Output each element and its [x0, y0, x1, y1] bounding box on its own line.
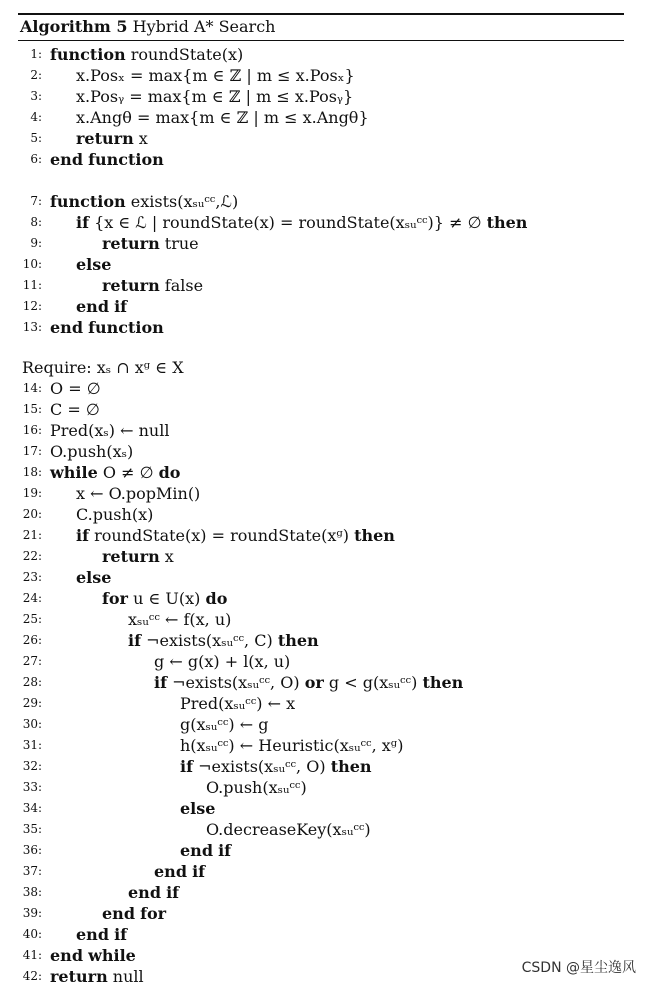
line-code: end if — [76, 925, 128, 944]
line-code: if {x ∈ ℒ | roundState(x) = roundState(xₛᵤᶜᶜ)} ≠ ∅ then — [76, 213, 528, 232]
line-code: Pred(xₛᵤᶜᶜ) ← x — [180, 694, 296, 713]
line-code: h(xₛᵤᶜᶜ) ← Heuristic(xₛᵤᶜᶜ, xᵍ) — [180, 736, 404, 755]
line-number: 4: — [30, 110, 42, 124]
line-number: 32: — [22, 759, 42, 773]
line-number: 12: — [22, 299, 42, 313]
line-number: 33: — [22, 780, 42, 794]
line-number: 19: — [22, 486, 42, 500]
line-number: 34: — [22, 801, 42, 815]
line-code: C.push(x) — [76, 505, 154, 524]
line-number: 5: — [30, 131, 42, 145]
line-number: 36: — [22, 843, 42, 857]
line-code: else — [76, 568, 112, 587]
line-number: 29: — [22, 696, 42, 710]
line-number: 26: — [22, 633, 42, 647]
line-number: 42: — [22, 969, 42, 983]
line-code: x.Angθ = max{m ∈ ℤ | m ≤ x.Angθ} — [76, 108, 369, 127]
line-code: end if — [154, 862, 206, 881]
line-number: 14: — [22, 381, 42, 395]
line-code: while O ≠ ∅ do — [50, 463, 181, 482]
line-number: 22: — [22, 549, 42, 563]
line-number: 10: — [22, 257, 42, 271]
line-number: 27: — [22, 654, 42, 668]
line-code: end function — [50, 150, 164, 169]
line-number: 1: — [30, 47, 42, 61]
line-code: end if — [180, 841, 232, 860]
line-code: end function — [50, 318, 164, 337]
algorithm-label: Algorithm 5 — [20, 17, 128, 36]
line-code: end if — [128, 883, 180, 902]
line-number: 8: — [30, 215, 42, 229]
line-code: C = ∅ — [50, 400, 100, 419]
line-code: return x — [102, 547, 174, 566]
line-code: end if — [76, 297, 128, 316]
line-code: function roundState(x) — [50, 45, 244, 64]
line-number: 35: — [22, 822, 42, 836]
line-code: x ← O.popMin() — [76, 484, 201, 503]
line-code: for u ∈ U(x) do — [102, 589, 228, 608]
line-code: x.Posₓ = max{m ∈ ℤ | m ≤ x.Posₓ} — [76, 66, 355, 85]
line-number: 3: — [30, 89, 42, 103]
require-line: Require: xₛ ∩ xᵍ ∈ X — [22, 358, 184, 377]
line-number: 38: — [22, 885, 42, 899]
line-code: g(xₛᵤᶜᶜ) ← g — [180, 715, 269, 734]
line-code: if ¬exists(xₛᵤᶜᶜ, O) or g < g(xₛᵤᶜᶜ) then — [154, 673, 464, 692]
line-code: O.push(xₛᵤᶜᶜ) — [206, 778, 307, 797]
line-code: end for — [102, 904, 167, 923]
line-number: 39: — [22, 906, 42, 920]
watermark: CSDN @星尘逸风 — [521, 960, 636, 976]
algorithm-title — [20, 17, 275, 36]
line-number: 9: — [30, 236, 42, 250]
line-number: 16: — [22, 423, 42, 437]
line-number: 7: — [30, 194, 42, 208]
line-number: 20: — [22, 507, 42, 521]
line-code: xₛᵤᶜᶜ ← f(x, u) — [128, 610, 232, 629]
line-code: O.push(xₛ) — [50, 442, 134, 461]
line-code: return x — [76, 129, 148, 148]
line-number: 30: — [22, 717, 42, 731]
line-number: 6: — [30, 152, 42, 166]
line-number: 2: — [30, 68, 42, 82]
line-code: else — [180, 799, 216, 818]
line-code: if roundState(x) = roundState(xᵍ) then — [76, 526, 395, 545]
line-number: 40: — [22, 927, 42, 941]
line-number: 15: — [22, 402, 42, 416]
line-number: 41: — [22, 948, 42, 962]
line-code: return null — [50, 967, 144, 986]
title-rule — [18, 40, 624, 41]
line-number: 37: — [22, 864, 42, 878]
line-code: x.Posᵧ = max{m ∈ ℤ | m ≤ x.Posᵧ} — [76, 87, 354, 106]
line-code: O.decreaseKey(xₛᵤᶜᶜ) — [206, 820, 371, 839]
line-code: function exists(xₛᵤᶜᶜ,ℒ) — [50, 192, 239, 211]
line-number: 18: — [22, 465, 42, 479]
line-code: O = ∅ — [50, 379, 101, 398]
line-number: 24: — [22, 591, 42, 605]
line-code: if ¬exists(xₛᵤᶜᶜ, C) then — [128, 631, 319, 650]
line-code: else — [76, 255, 112, 274]
line-number: 23: — [22, 570, 42, 584]
line-number: 31: — [22, 738, 42, 752]
line-number: 21: — [22, 528, 42, 542]
top-rule — [18, 13, 624, 15]
line-code: return false — [102, 276, 204, 295]
algorithm-name: Hybrid A* Search — [132, 17, 276, 36]
line-code: if ¬exists(xₛᵤᶜᶜ, O) then — [180, 757, 372, 776]
line-code: end while — [50, 946, 136, 965]
line-code: Pred(xₛ) ← null — [50, 421, 170, 440]
line-number: 13: — [22, 320, 42, 334]
line-number: 28: — [22, 675, 42, 689]
line-code: return true — [102, 234, 199, 253]
line-number: 11: — [22, 278, 42, 292]
line-number: 17: — [22, 444, 42, 458]
line-code: g ← g(x) + l(x, u) — [154, 652, 291, 671]
line-number: 25: — [22, 612, 42, 626]
